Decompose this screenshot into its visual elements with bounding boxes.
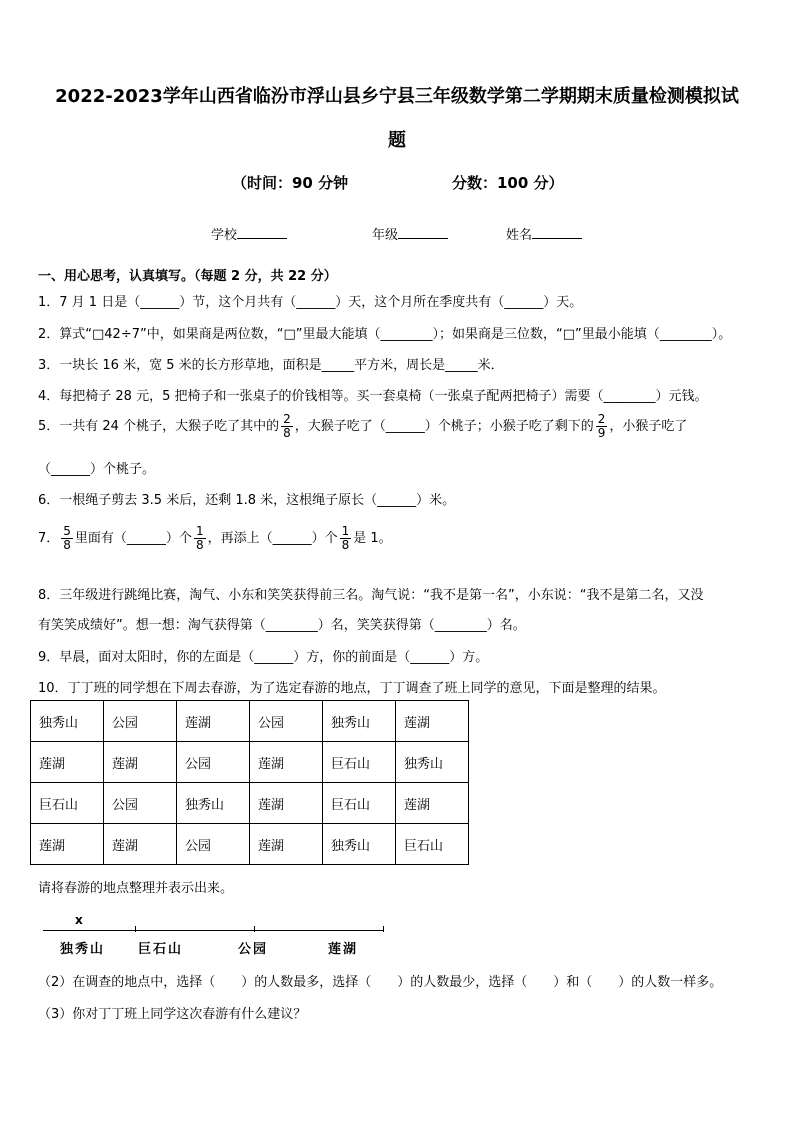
table-cell: 莲湖 [31,742,104,783]
grade-blank [398,226,448,239]
table-cell: 巨石山 [31,783,104,824]
page-title-continued: 题 [388,130,406,151]
sub-question-3: （3）你对丁丁班上同学这次春游有什么建议？ [38,1007,307,1022]
grade-label: 年级 [372,228,399,243]
q7-fraction-1 [61,525,73,552]
name-label: 姓名 [506,228,533,243]
q5-text-a: 5．一共有 24 个桃子，大猴子吃了其中的 [38,419,280,434]
table-cell: 巨石山 [323,783,396,824]
fraction-denominator: 8 [283,426,291,440]
tally-mark: x [75,913,83,927]
q5-text-c: ，小猴子吃了 [609,419,688,434]
axis-label-gongyuan: 公园 [238,942,269,957]
question-3: 3．一块长 16 米，宽 5 米的长方形草地，面积是_____平方米，周长是_____米． [38,358,504,373]
question-8-continued: 有笑笑成绩好”。想一想：淘气获得第（________）名，笑笑获得第（________）名。 [38,618,526,633]
table-cell: 独秀山 [31,701,104,742]
name-field [506,224,582,243]
table-cell: 独秀山 [396,742,469,783]
fraction-denominator: 8 [341,538,350,552]
question-1: 1．7 月 1 日是（______）节，这个月共有（______）天，这个月所在季度共有（______）天。 [38,295,583,310]
table-cell: 独秀山 [177,783,250,824]
section-heading: 一、用心思考，认真填写。（每题 2 分，共 22 分） [38,269,337,284]
fraction-denominator: 9 [597,426,606,440]
question-6: 6．一根绳子剪去 3.5 米后，还剩 1.8 米，这根绳子原长（______）米。 [38,493,456,508]
time-limit: （时间：90 分钟 [232,174,349,192]
tally-axis-line [43,930,383,931]
axis-label-lianhu: 莲湖 [328,942,359,957]
table-row [31,742,469,783]
table-cell: 莲湖 [250,824,323,865]
table-instruction: 请将春游的地点整理并表示出来。 [38,881,234,896]
question-4: 4．每把椅子 28 元，5 把椅子和一张桌子的价钱相等。买一套桌椅（一张桌子配两把椅子）需要（________）元钱。 [38,389,708,404]
table-cell: 莲湖 [31,824,104,865]
q5-fraction-2 [596,413,608,440]
question-5 [38,413,687,440]
table-cell: 独秀山 [323,701,396,742]
fraction-numerator: 1 [341,524,350,538]
table-cell: 莲湖 [250,783,323,824]
question-9: 9．早晨，面对太阳时，你的左面是（______）方，你的前面是（______）方。 [38,650,489,665]
fraction-denominator: 8 [195,538,204,552]
axis-label-jushishan: 巨石山 [138,942,184,957]
fraction-numerator: 2 [597,412,606,426]
survey-table [30,700,469,865]
name-blank [532,226,582,239]
question-8: 8．三年级进行跳绳比赛，淘气、小东和笑笑获得前三名。淘气说：“我不是第一名”，小东说：“我不是第二名，又没 [38,588,704,603]
table-row [31,824,469,865]
table-cell: 公园 [250,701,323,742]
table-row [31,783,469,824]
fraction-numerator: 5 [63,524,71,538]
question-10: 10．丁丁班的同学想在下周去春游，为了选定春游的地点，丁丁调查了班上同学的意见，下面是整理的结果。 [38,681,666,696]
table-cell: 公园 [177,824,250,865]
table-cell: 独秀山 [323,824,396,865]
table-cell: 莲湖 [396,701,469,742]
q7-fraction-3 [340,525,352,552]
sub-question-2: （2）在调查的地点中，选择（ ）的人数最多，选择（ ）的人数最少，选择（ ）和（ ）的人数一样多。 [38,975,723,990]
q5-text-b: ，大猴子吃了（______）个桃子；小猴子吃了剩下的 [294,419,594,434]
table-cell: 公园 [104,701,177,742]
total-score: 分数：100 分） [452,174,564,192]
table-cell: 巨石山 [396,824,469,865]
axis-tick [254,926,255,932]
q7-fraction-2 [194,525,206,552]
axis-tick [383,926,384,932]
table-cell: 巨石山 [323,742,396,783]
page-title: 2022-2023学年山西省临汾市浮山县乡宁县三年级数学第二学期期末质量检测模拟试 [55,86,739,107]
table-cell: 莲湖 [396,783,469,824]
table-cell: 莲湖 [177,701,250,742]
table-row [31,701,469,742]
school-blank [237,226,287,239]
q5-fraction-1 [281,413,293,440]
school-label: 学校 [211,228,238,243]
fraction-numerator: 1 [195,524,204,538]
q7-text-a: 7． [38,531,60,546]
question-2: 2．算式“□42÷7”中，如果商是两位数，“□”里最大能填（________）；如果商是三位数，“□”里最小能填（________）。 [38,327,732,342]
table-cell: 公园 [177,742,250,783]
table-cell: 莲湖 [104,824,177,865]
grade-field [372,224,448,243]
axis-label-dux iushan: 独秀山 [60,942,106,957]
fraction-denominator: 8 [63,538,71,552]
table-cell: 莲湖 [250,742,323,783]
q7-text-c: ，再添上（______）个 [207,531,338,546]
fraction-numerator: 2 [283,412,291,426]
question-5-continued: （______）个桃子。 [38,462,156,477]
axis-tick [135,926,136,932]
table-cell: 公园 [104,783,177,824]
question-7 [38,525,392,552]
q7-text-d: 是 1。 [353,531,392,546]
school-field [211,224,287,243]
table-cell: 莲湖 [104,742,177,783]
q7-text-b: 里面有（______）个 [74,531,192,546]
